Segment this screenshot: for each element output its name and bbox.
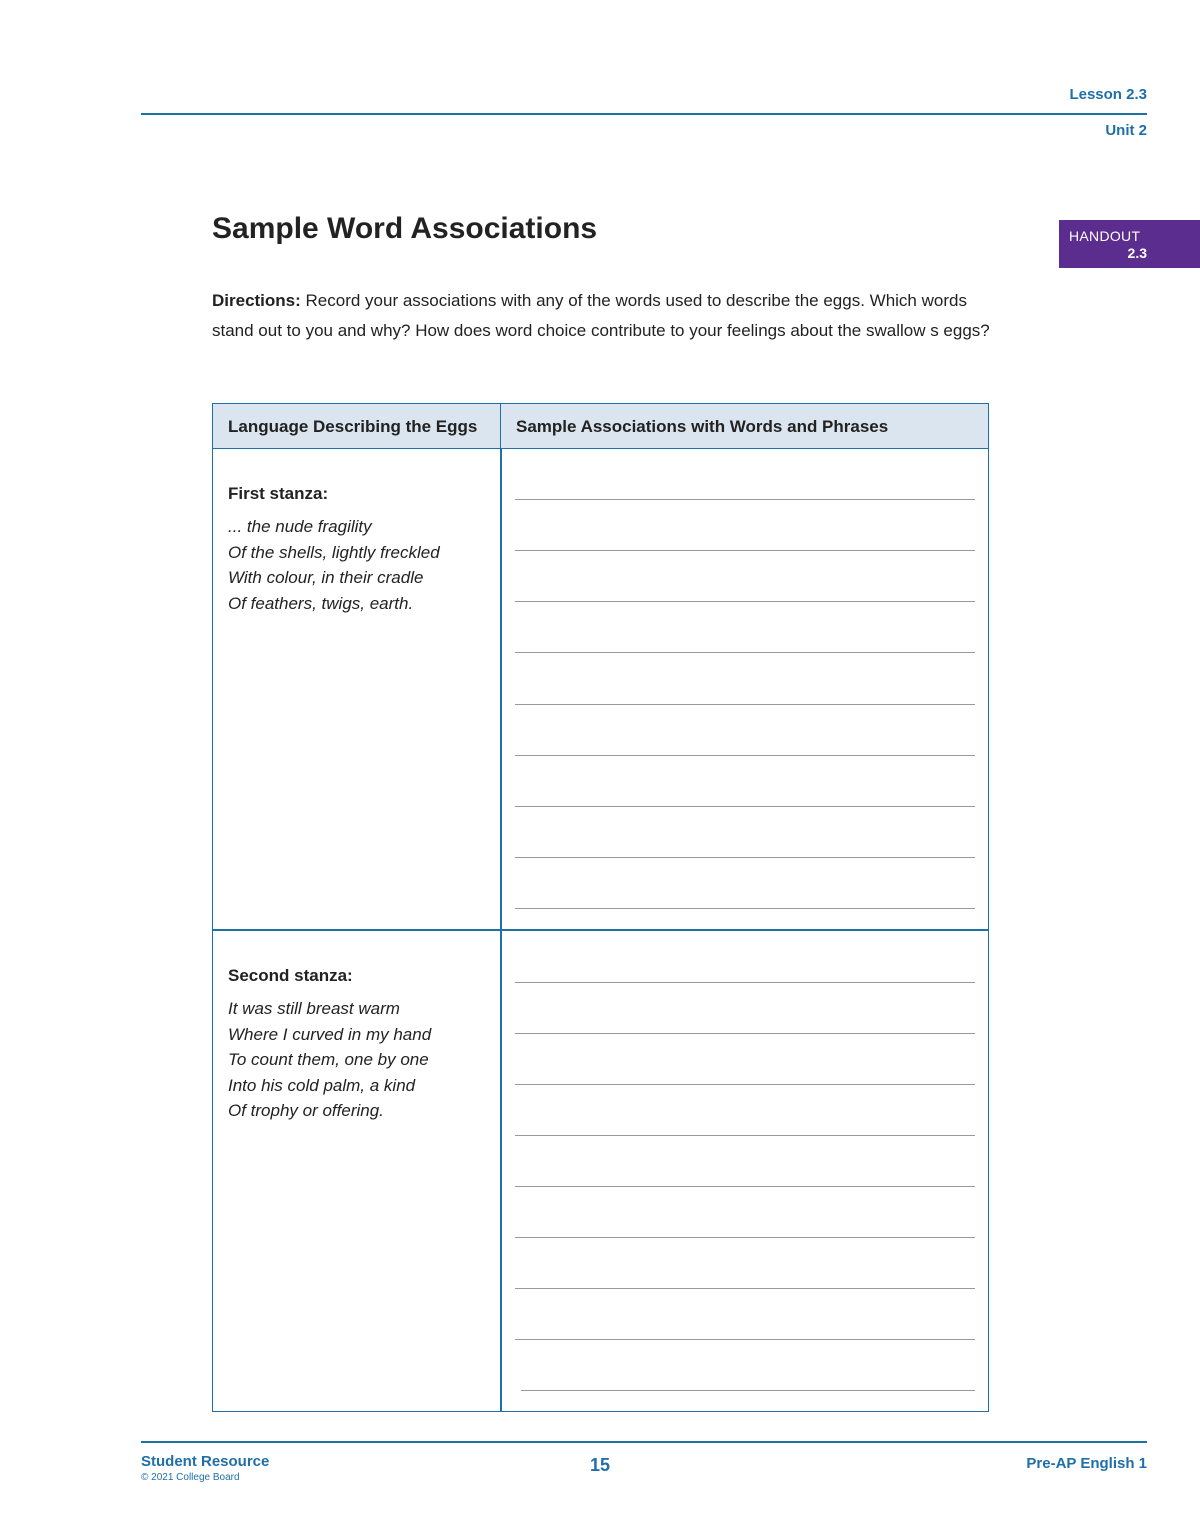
poem-line: Of feathers, twigs, earth.	[228, 593, 414, 613]
writing-line[interactable]	[515, 1186, 975, 1187]
column-header-associations: Sample Associations with Words and Phrases	[501, 404, 988, 449]
writing-line[interactable]	[515, 1135, 975, 1136]
unit-label: Unit 2	[1105, 122, 1147, 139]
directions	[212, 286, 992, 346]
writing-line[interactable]	[515, 652, 975, 653]
writing-line[interactable]	[515, 806, 975, 807]
poem-line: Into his cold palm, a kind	[228, 1075, 416, 1095]
lesson-label: Lesson 2.3	[1069, 86, 1147, 103]
writing-line[interactable]	[515, 857, 975, 858]
second-stanza-cell	[228, 966, 493, 1124]
writing-line[interactable]	[515, 1237, 975, 1238]
directions-text: Record your associations with any of the words used to describe the eggs. Which words stand out to you and why? How does word choice contribute to your feelings about the swallow s eggs?	[212, 291, 990, 340]
course-name: Pre-AP English 1	[1026, 1455, 1147, 1472]
stanza-label: First stanza:	[228, 484, 329, 503]
associations-table	[212, 403, 989, 1412]
directions-label: Directions:	[212, 291, 301, 310]
first-stanza-cell	[228, 484, 493, 616]
writing-line[interactable]	[515, 982, 975, 983]
poem-line: Of the shells, lightly freckled	[228, 542, 440, 562]
copyright: © 2021 College Board	[141, 1472, 240, 1483]
writing-line[interactable]	[515, 755, 975, 756]
poem-line: Of trophy or offering.	[228, 1101, 384, 1120]
column-header-language: Language Describing the Eggs	[213, 404, 501, 449]
poem-line: With colour, in their cradle	[228, 568, 424, 587]
writing-line[interactable]	[515, 1084, 975, 1085]
poem-line: It was still breast warm	[228, 999, 400, 1018]
page-number: 15	[589, 1455, 611, 1475]
header-divider	[141, 113, 1147, 115]
student-resource-label: Student Resource	[141, 1453, 270, 1470]
poem-line: To count them, one by one	[228, 1050, 429, 1069]
page-title: Sample Word Associations	[212, 212, 598, 245]
poem-line: Where I curved in my hand	[228, 1024, 432, 1044]
writing-line[interactable]	[521, 1390, 975, 1391]
handout-label: HANDOUT	[1069, 228, 1141, 244]
footer-divider	[141, 1441, 1147, 1443]
writing-line[interactable]	[515, 908, 975, 909]
writing-line[interactable]	[515, 704, 975, 705]
row-divider	[213, 929, 988, 931]
writing-line[interactable]	[515, 499, 975, 500]
handout-tab	[1059, 220, 1200, 268]
stanza-label: Second stanza:	[228, 966, 353, 985]
writing-line[interactable]	[515, 550, 975, 551]
writing-line[interactable]	[515, 1288, 975, 1289]
writing-line[interactable]	[515, 601, 975, 602]
poem-line: ... the nude fragility	[228, 517, 372, 536]
writing-line[interactable]	[515, 1033, 975, 1034]
writing-line[interactable]	[515, 1339, 975, 1340]
handout-number: 2.3	[1127, 245, 1147, 261]
